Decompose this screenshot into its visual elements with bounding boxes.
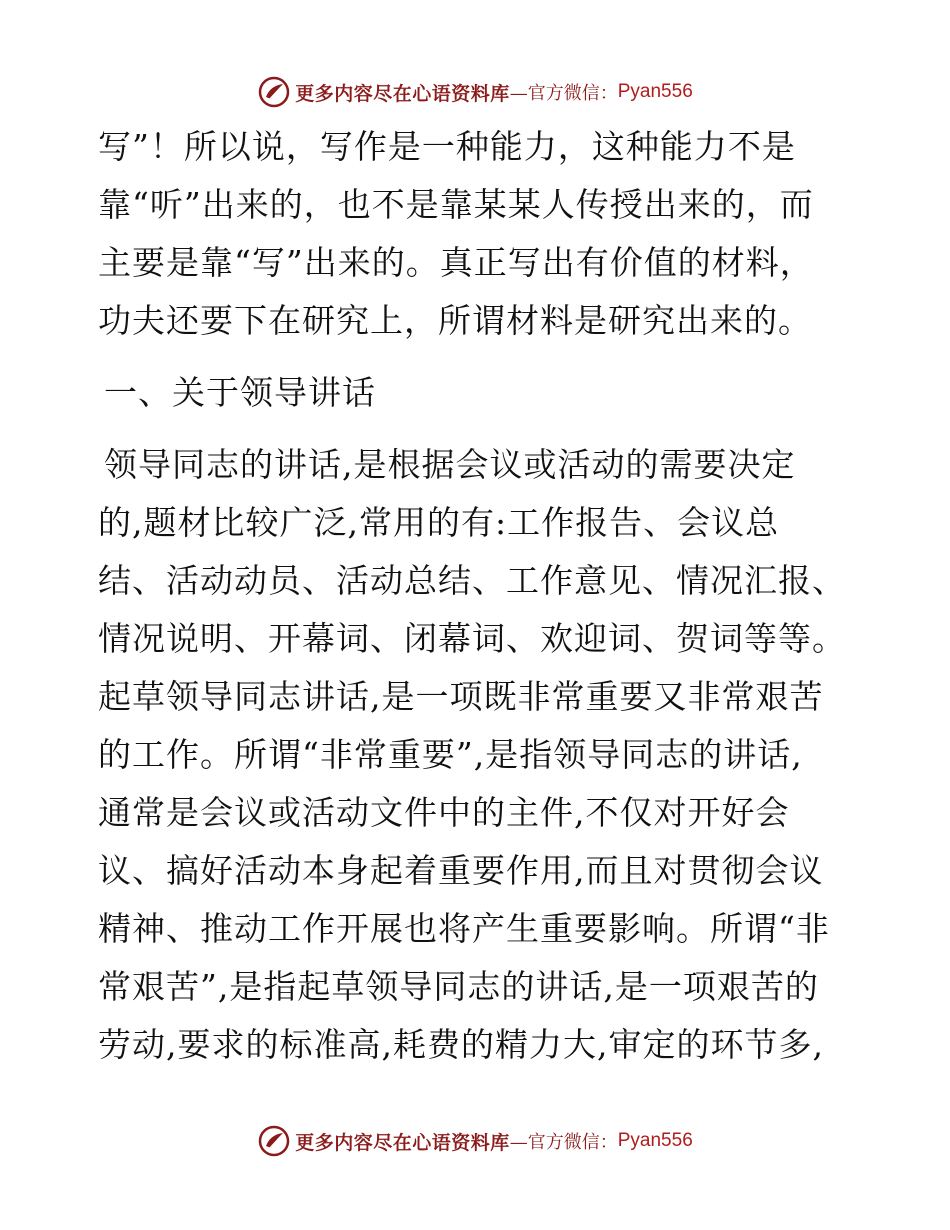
text-line: 功夫还要下在研究上，所谓材料是研究出来的。 — [98, 301, 812, 340]
paragraph-2 — [98, 436, 858, 1074]
text-line: 的工作。所谓“非常重要”,是指领导同志的讲话, — [98, 735, 803, 774]
text-line: 劳动,要求的标准高,耗费的精力大,审定的环节多, — [98, 1025, 824, 1064]
text-line: 通常是会议或活动文件中的主件,不仅对开好会 — [98, 793, 790, 832]
header-banner — [0, 72, 950, 112]
text-line: 起草领导同志讲话,是一项既非常重要又非常艰苦 — [98, 677, 824, 716]
text-line: 领导同志的讲话,是根据会议或活动的需要决定 — [104, 445, 796, 484]
text-line: 精神、推动工作开展也将产生重要影响。所谓“非 — [98, 909, 830, 948]
brand-logo-icon — [257, 1124, 291, 1158]
footer-wechat-id: Pyan556 — [617, 1130, 693, 1151]
text-line: 结、活动动员、活动总结、工作意见、情况汇报、 — [98, 561, 846, 600]
text-line: 的,题材比较广泛,常用的有:工作报告、会议总 — [98, 503, 780, 542]
text-line: 靠“听”出来的，也不是靠某某人传授出来的，而 — [98, 185, 814, 224]
header-brand-text: 更多内容尽在心语资料库 — [295, 82, 510, 105]
footer-wechat-label: —官方微信： — [509, 1132, 618, 1153]
text-line: 主要是靠“写”出来的。真正写出有价值的材料， — [98, 243, 814, 282]
section-heading: 一、关于领导讲话 — [104, 373, 376, 412]
text-line: 议、搞好活动本身起着重要作用,而且对贯彻会议 — [98, 851, 824, 890]
text-line: 情况说明、开幕词、闭幕词、欢迎词、贺词等等。 — [98, 619, 846, 658]
footer-brand-text: 更多内容尽在心语资料库 — [295, 1131, 510, 1154]
footer-banner — [0, 1121, 950, 1161]
paragraph-1 — [98, 118, 858, 350]
text-line: 写”！所以说，写作是一种能力，这种能力不是 — [98, 127, 796, 166]
header-wechat-id: Pyan556 — [617, 81, 693, 102]
document-body — [98, 118, 858, 1074]
header-wechat-label: —官方微信： — [509, 83, 618, 104]
brand-logo-icon — [257, 75, 291, 109]
text-line: 常艰苦”,是指起草领导同志的讲话,是一项艰苦的 — [98, 967, 819, 1006]
